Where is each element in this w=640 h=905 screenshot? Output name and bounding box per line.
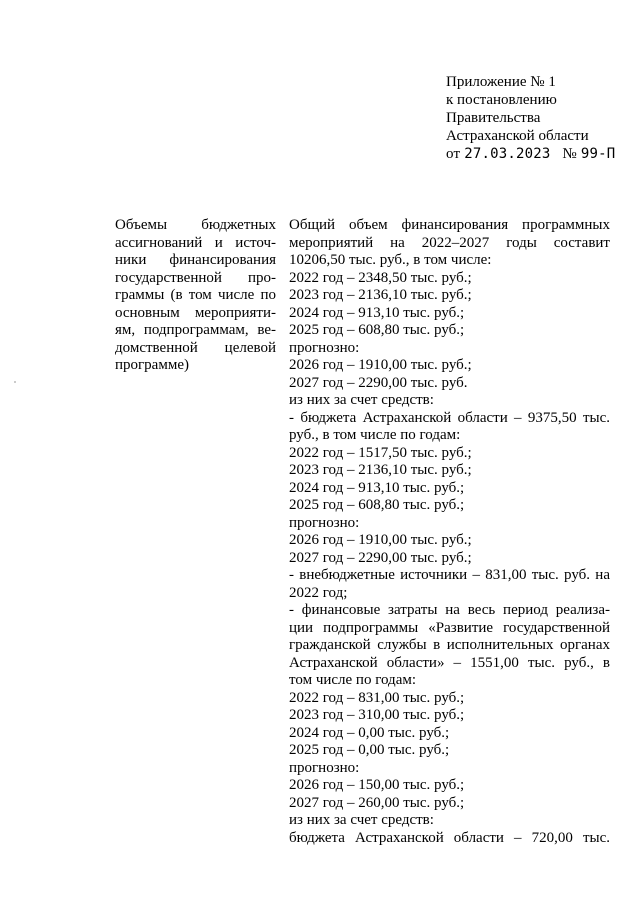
- left-line: Объемы бюджетных: [115, 217, 276, 233]
- right-line: Общий объем финансирования программных: [289, 217, 610, 233]
- left-line: домственной целевой: [115, 339, 276, 356]
- right-line: 2025 год – 608,80 тыс. руб.;: [289, 497, 465, 513]
- right-line: 2023 год – 310,00 тыс. руб.;: [289, 707, 465, 723]
- right-line: - бюджета Астраханской области – 9375,50 тыс.: [289, 409, 610, 426]
- right-line: бюджета Астраханской области – 720,00 тыс.: [289, 829, 610, 846]
- decree-number: 99-П: [580, 146, 616, 162]
- right-line: руб., в том числе по годам:: [289, 427, 461, 443]
- right-line: 2025 год – 608,80 тыс. руб.;: [289, 322, 465, 338]
- right-line: 2022 год – 831,00 тыс. руб.;: [289, 689, 465, 706]
- left-line: ям, подпрограммам, ве-: [115, 322, 276, 338]
- left-line: граммы (в том числе по: [115, 287, 276, 303]
- scan-speck: [14, 381, 16, 383]
- right-line: из них за счет средств:: [289, 392, 434, 408]
- right-line: - внебюджетные источники – 831,00 тыс. руб. на: [289, 567, 610, 583]
- decree-date: 27.03.2023: [464, 146, 551, 162]
- right-line: 2023 год – 2136,10 тыс. руб.;: [289, 287, 472, 303]
- right-line: 2026 год – 1910,00 тыс. руб.;: [289, 357, 472, 373]
- right-line: 2026 год – 150,00 тыс. руб.;: [289, 777, 465, 793]
- left-line: основным мероприяти-: [115, 304, 276, 321]
- left-column-heading: [115, 217, 276, 375]
- left-line: программе): [115, 357, 189, 373]
- right-line: ции подпрограммы «Развитие государственной: [289, 619, 610, 636]
- right-line: прогнозно:: [289, 339, 360, 356]
- right-line: Астраханской области» – 1551,00 тыс. руб., в: [289, 654, 610, 671]
- right-column-funding-text: [289, 217, 610, 847]
- right-line: 2022 год;: [289, 584, 348, 601]
- right-line: гражданской службы в исполнительных органах: [289, 637, 610, 653]
- right-line: 2027 год – 2290,00 тыс. руб.: [289, 374, 468, 391]
- right-line: 2022 год – 2348,50 тыс. руб.;: [289, 269, 472, 286]
- header-date-line: [446, 145, 626, 163]
- number-sign: №: [562, 146, 577, 162]
- right-line: 2022 год – 1517,50 тыс. руб.;: [289, 444, 472, 461]
- right-line: прогнозно:: [289, 514, 360, 531]
- right-line: прогнозно:: [289, 759, 360, 776]
- right-line: - финансовые затраты на весь период реализа-: [289, 602, 610, 618]
- right-line: 2025 год – 0,00 тыс. руб.;: [289, 742, 450, 758]
- right-line: мероприятий на 2022–2027 годы составит: [289, 234, 610, 251]
- appendix-header: [446, 73, 626, 163]
- right-line: 2023 год – 2136,10 тыс. руб.;: [289, 462, 472, 478]
- left-line: ники финансирования: [115, 252, 276, 268]
- header-line: Правительства: [446, 110, 541, 126]
- date-prefix: от: [446, 146, 461, 162]
- right-line: 2024 год – 913,10 тыс. руб.;: [289, 479, 465, 496]
- header-line: Приложение № 1: [446, 74, 556, 90]
- left-line: государственной про-: [115, 269, 276, 286]
- left-line: ассигнований и источ-: [115, 234, 276, 251]
- right-line: 2026 год – 1910,00 тыс. руб.;: [289, 532, 472, 548]
- right-line: 2027 год – 260,00 тыс. руб.;: [289, 794, 465, 811]
- header-line: к постановлению: [446, 92, 557, 108]
- right-line: из них за счет средств:: [289, 812, 434, 828]
- header-line: Астраханской области: [446, 128, 589, 144]
- right-line: 2024 год – 0,00 тыс. руб.;: [289, 724, 450, 741]
- right-line: 2024 год – 913,10 тыс. руб.;: [289, 304, 465, 321]
- right-line: том числе по годам:: [289, 672, 417, 688]
- right-line: 2027 год – 2290,00 тыс. руб.;: [289, 549, 472, 566]
- right-line: 10206,50 тыс. руб., в том числе:: [289, 252, 492, 268]
